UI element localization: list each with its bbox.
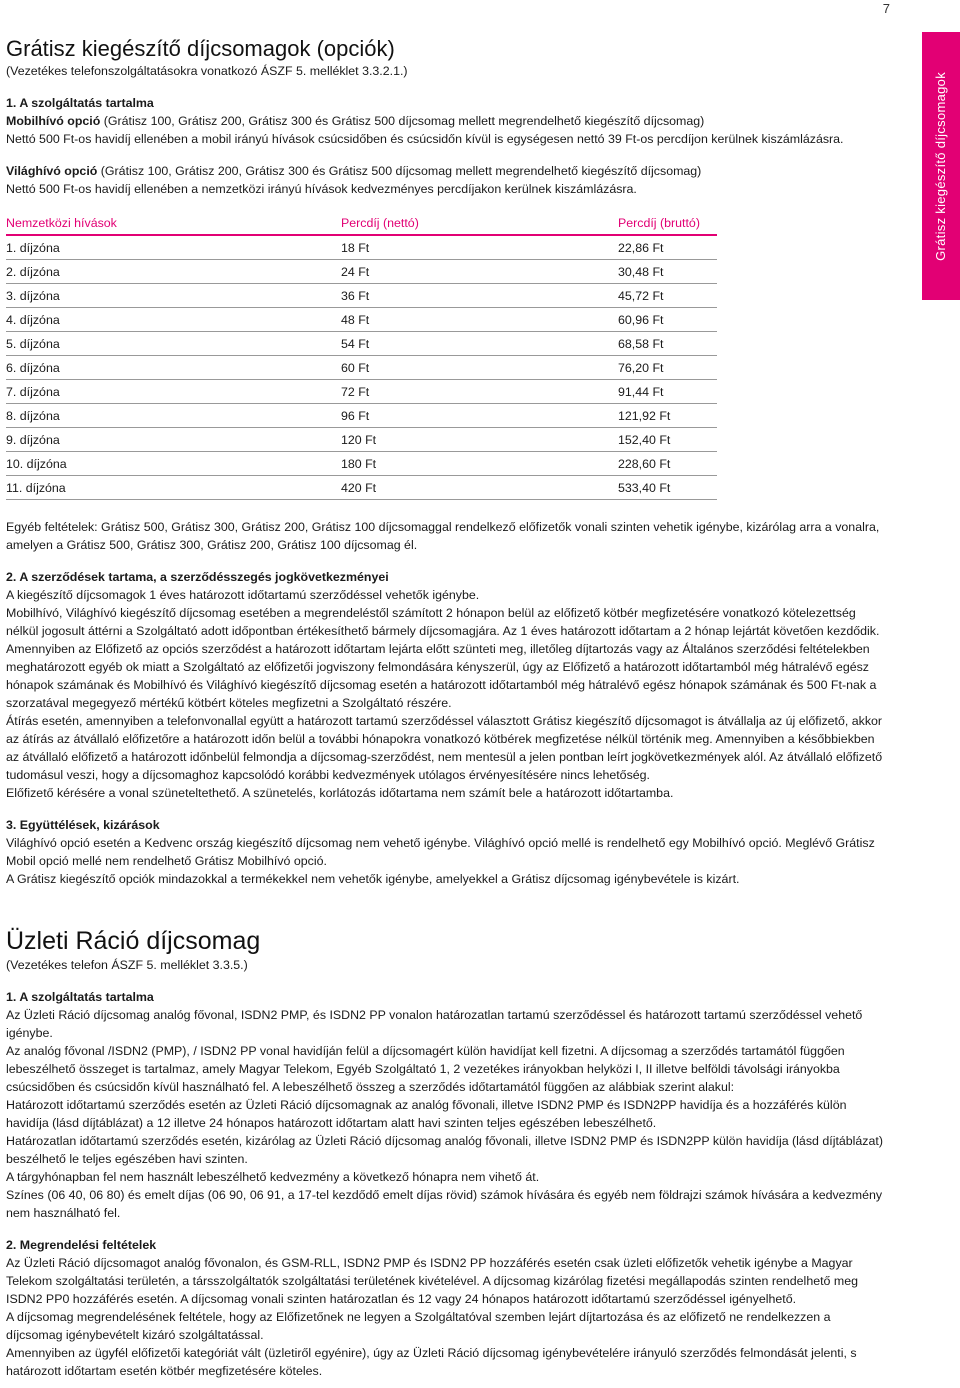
table-row <box>6 332 717 356</box>
other-conditions: Egyéb feltételek: Grátisz 500, Grátisz 300, Grátisz 200, Grátisz 100 díjcsomaggal rendelkező előfizetők vonali szinten vehetik igénybe, kizárólag arra a vonalra, amelyen a Grátisz 500, Grátisz 300, Grátisz 200, Grátisz 100 díjcsomag él. <box>6 520 880 552</box>
side-tab-label: Grátisz kiegészítő díjcsomagok <box>933 71 948 261</box>
zone-cell: 11. díjzóna <box>6 476 341 500</box>
table-row <box>6 428 717 452</box>
vilaghivo-label: Világhívó opció <box>6 164 98 178</box>
gross-price-cell: 68,58 Ft <box>618 332 717 356</box>
vilaghivo-line <box>6 162 890 180</box>
column-header-gross: Percdíj (bruttó) <box>618 212 717 235</box>
gross-price-cell: 45,72 Ft <box>618 284 717 308</box>
vilaghivo-scope: (Grátisz 100, Grátisz 200, Grátisz 300 és Grátisz 500 díjcsomag mellett megrendelhető kiegészítő díjcsomag) <box>97 164 702 178</box>
zone-cell: 6. díjzóna <box>6 356 341 380</box>
zone-cell: 7. díjzóna <box>6 380 341 404</box>
paragraph: Amennyiben az ügyfél előfizetői kategóriát vált (üzletiről egyénire), úgy az Üzleti Ráció díjcsomag igénybevételére irányuló szerződés felmondását jelenti, s határozott időtartam esetén kötbér megfizetésére köteles. <box>6 1346 857 1378</box>
zone-cell: 5. díjzóna <box>6 332 341 356</box>
zone-cell: 4. díjzóna <box>6 308 341 332</box>
table-row <box>6 452 717 476</box>
net-price-cell: 24 Ft <box>341 260 618 284</box>
gross-price-cell: 30,48 Ft <box>618 260 717 284</box>
gross-price-cell: 121,92 Ft <box>618 404 717 428</box>
paragraph: Az analóg fővonal /ISDN2 (PMP), / ISDN2 PP vonal havidíján felül a díjcsomagért külön havidíjat kell fizetni. A díjcsomag a szerződés tartamától függően lebeszélhető összeget is tartalmaz, amely Magyar Telekom, Egyéb Szolgáltató 1, 2 vezetékes irányokban helyközi I, II illetve belföldi távolsági irányokba csúcsidőben és csúcsidőn kívül használható fel. A lebeszélhető összeg a szerződés időtartamától függően az alábbiak szerint alakul: <box>6 1044 845 1094</box>
paragraph: Átírás esetén, amennyiben a telefonvonallal együtt a határozott tartamú szerződéssel választott Grátisz kiegészítő díjcsomagot is átvállalja az új előfizető, akkor az átírás az átvállaló előfizetőre a határozott időn belül a további hónapokra vonatkozó kötbérek megfizetése nélkül történik meg. Amennyiben a későbbiekben az átvállaló előfizető a határozott időnbelül felmondja a díjcsomag-szerződést, nem mentesül a jelen pontban leírt jogkövetkezmények alól. Az átvállaló előfizető tudomásul veszi, hogy a díjcsomaghoz kapcsolódó korábbi kedvezmények utólagos érvényesítésére nincs lehetőség. <box>6 714 883 782</box>
mobilhivo-line <box>6 112 890 130</box>
column-header-net: Percdíj (nettó) <box>341 212 618 235</box>
gross-price-cell: 533,40 Ft <box>618 476 717 500</box>
gross-price-cell: 22,86 Ft <box>618 235 717 260</box>
heading-coexistence: 3. Együttélések, kizárások <box>6 818 160 832</box>
paragraph: Az Üzleti Ráció díjcsomag analóg fővonal, ISDN2 PMP, és ISDN2 PP vonalon határozatlan tartamú szerződéssel és határozott tartamú szerződéssel vehető igénybe. <box>6 1008 863 1040</box>
heading-service-content: 1. A szolgáltatás tartalma <box>6 96 154 110</box>
paragraph: Amennyiben az Előfizető az opciós szerződést a határozott időtartam lejárta előtt szünteti meg, illetőleg díjtartozás vagy az Általános szerződési feltételekben meghatározott egyéb ok miatt a Szolgáltató az előfizetői jogviszony felmondására kényszerül, úgy az Előfizető a határozott időtartamból még hátralévő egész hónapok számának és Mobilhívó és Világhívó kiegészítő díjcsomag esetén a határozott időtartamból még hátralévő egész hónapok számának és 500 Ft-nak a szorzatával megegyező mértékű kötbért köteles megfizetni a Szolgáltató részére. <box>6 642 877 710</box>
paragraph: A tárgyhónapban fel nem használt lebeszélhető kedvezmény a következő hónapra nem vihető át. <box>6 1170 540 1184</box>
table-row <box>6 308 717 332</box>
net-price-cell: 180 Ft <box>341 452 618 476</box>
zone-cell: 1. díjzóna <box>6 235 341 260</box>
section-side-tab <box>922 32 960 300</box>
paragraph: Előfizető kérésére a vonal szüneteltethető. A szünetelés, korlátozás időtartama nem számít bele a határozott időtartamba. <box>6 786 674 800</box>
column-header-zone: Nemzetközi hívások <box>6 212 341 235</box>
heading-service-content-2: 1. A szolgáltatás tartalma <box>6 990 154 1004</box>
table-row <box>6 476 717 500</box>
gross-price-cell: 152,40 Ft <box>618 428 717 452</box>
table-row <box>6 284 717 308</box>
document-body <box>6 36 890 1380</box>
section-subtitle-uzleti-racio: (Vezetékes telefon ÁSZF 5. melléklet 3.3.5.) <box>6 958 248 972</box>
table-row <box>6 235 717 260</box>
section-subtitle-gratisz: (Vezetékes telefonszolgáltatásokra vonatkozó ÁSZF 5. melléklet 3.3.2.1.) <box>6 64 408 78</box>
net-price-cell: 36 Ft <box>341 284 618 308</box>
mobilhivo-scope: (Grátisz 100, Grátisz 200, Grátisz 300 és Grátisz 500 díjcsomag mellett megrendelhető kiegészítő díjcsomag) <box>100 114 705 128</box>
zone-cell: 10. díjzóna <box>6 452 341 476</box>
paragraph: Határozott időtartamú szerződés esetén az Üzleti Ráció díjcsomagnak az analóg fővonali, illetve ISDN2 PMP és ISDN2PP havidíja és a hozzáférés külön havidíja (lásd díjtáblázat) a 12 illetve 24 hónapos határozott időtartam alatt havi szinten teljes egészében lebeszélhető. <box>6 1098 847 1130</box>
page-number: 7 <box>882 1 890 16</box>
paragraph: A kiegészítő díjcsomagok 1 éves határozott időtartamú szerződéssel vehetők igénybe. <box>6 588 480 602</box>
mobilhivo-label: Mobilhívó opció <box>6 114 101 128</box>
net-price-cell: 120 Ft <box>341 428 618 452</box>
net-price-cell: 18 Ft <box>341 235 618 260</box>
paragraph: A Grátisz kiegészítő opciók mindazokkal a termékekkel nem vehetők igénybe, amelyekkel a Grátisz díjcsomag igénybevétele is kizárt. <box>6 872 740 886</box>
table-row <box>6 380 717 404</box>
net-price-cell: 54 Ft <box>341 332 618 356</box>
net-price-cell: 420 Ft <box>341 476 618 500</box>
paragraph: Világhívó opció esetén a Kedvenc ország kiegészítő díjcsomag nem vehető igénybe. Világhívó opció mellé is rendelhető egy Mobilhívó opció. Meglévő Grátisz Mobil opció mellé nem rendelhető Grátisz Mobilhívó opció. <box>6 836 875 868</box>
net-price-cell: 60 Ft <box>341 356 618 380</box>
paragraph: Az Üzleti Ráció díjcsomagot analóg fővonalon, és GSM-RLL, ISDN2 PMP és ISDN2 PP hozzáférés esetén csak üzleti előfizetők vehetik igénybe a Magyar Telekom szolgáltatási területén, a társszolgáltatók szolgáltatási területének kivételével. A díjcsomag kizárólag fizetési megállapodás szinten rendelhető meg ISDN2 PP0 hozzáférés esetén. A díjcsomag vonali szinten határozatlan és 12 vagy 24 hónapos határozott időtartamú szerződéssel igényelhető. <box>6 1256 858 1306</box>
table-row <box>6 260 717 284</box>
international-rates-table <box>6 212 717 500</box>
gross-price-cell: 76,20 Ft <box>618 356 717 380</box>
paragraph: Mobilhívó, Világhívó kiegészítő díjcsomag esetében a megrendeléstől számított 2 hónapon belül az előfizető kötbér megfizetésére vonatkozó kötelezettség nélkül jogosult áttérni a Szolgáltató adott időpontban értékesíthető bármely díjcsomagjára. Az 1 éves határozott időtartam a 2 hónap lejártát követően kezdődik. <box>6 606 880 638</box>
section-title-gratisz: Grátisz kiegészítő díjcsomagok (opciók) <box>6 36 395 61</box>
gross-price-cell: 228,60 Ft <box>618 452 717 476</box>
mobilhivo-description: Nettó 500 Ft-os havidíj ellenében a mobil irányú hívások csúcsidőben és csúcsidőn kívül is egységesen nettó 39 Ft-os percdíjon kerülnek kiszámlázásra. <box>6 132 844 146</box>
paragraph: Határozatlan időtartamú szerződés esetén, kizárólag az Üzleti Ráció díjcsomag analóg fővonali, illetve ISDN2 PMP és ISDN2PP külön havidíja (lásd díjtáblázat) beszélhető le teljes egészében havi szinten. <box>6 1134 883 1166</box>
zone-cell: 9. díjzóna <box>6 428 341 452</box>
net-price-cell: 96 Ft <box>341 404 618 428</box>
heading-contract-term: 2. A szerződések tartama, a szerződésszegés jogkövetkezményei <box>6 570 389 584</box>
gross-price-cell: 60,96 Ft <box>618 308 717 332</box>
zone-cell: 2. díjzóna <box>6 260 341 284</box>
zone-cell: 3. díjzóna <box>6 284 341 308</box>
heading-order-conditions: 2. Megrendelési feltételek <box>6 1238 157 1252</box>
net-price-cell: 48 Ft <box>341 308 618 332</box>
table-row <box>6 356 717 380</box>
paragraph: Színes (06 40, 06 80) és emelt díjas (06 90, 06 91, a 17-tel kezdődő emelt díjas rövid) számok hívására és egyéb nem földrajzi számok hívására a kedvezmény nem használható fel. <box>6 1188 883 1220</box>
paragraph: A díjcsomag megrendelésének feltétele, hogy az Előfizetőnek ne legyen a Szolgáltatóval szemben lejárt díjtartozása és az előfizető ne rendelkezzen a díjcsomag igénybevételt kizáró szolgáltatással. <box>6 1310 831 1342</box>
zone-cell: 8. díjzóna <box>6 404 341 428</box>
net-price-cell: 72 Ft <box>341 380 618 404</box>
vilaghivo-description: Nettó 500 Ft-os havidíj ellenében a nemzetközi irányú hívások kedvezményes percdíjakon kerülnek kiszámlázásra. <box>6 182 637 196</box>
gross-price-cell: 91,44 Ft <box>618 380 717 404</box>
table-row <box>6 404 717 428</box>
section-title-uzleti-racio: Üzleti Ráció díjcsomag <box>6 927 261 955</box>
table-header-row <box>6 212 717 235</box>
